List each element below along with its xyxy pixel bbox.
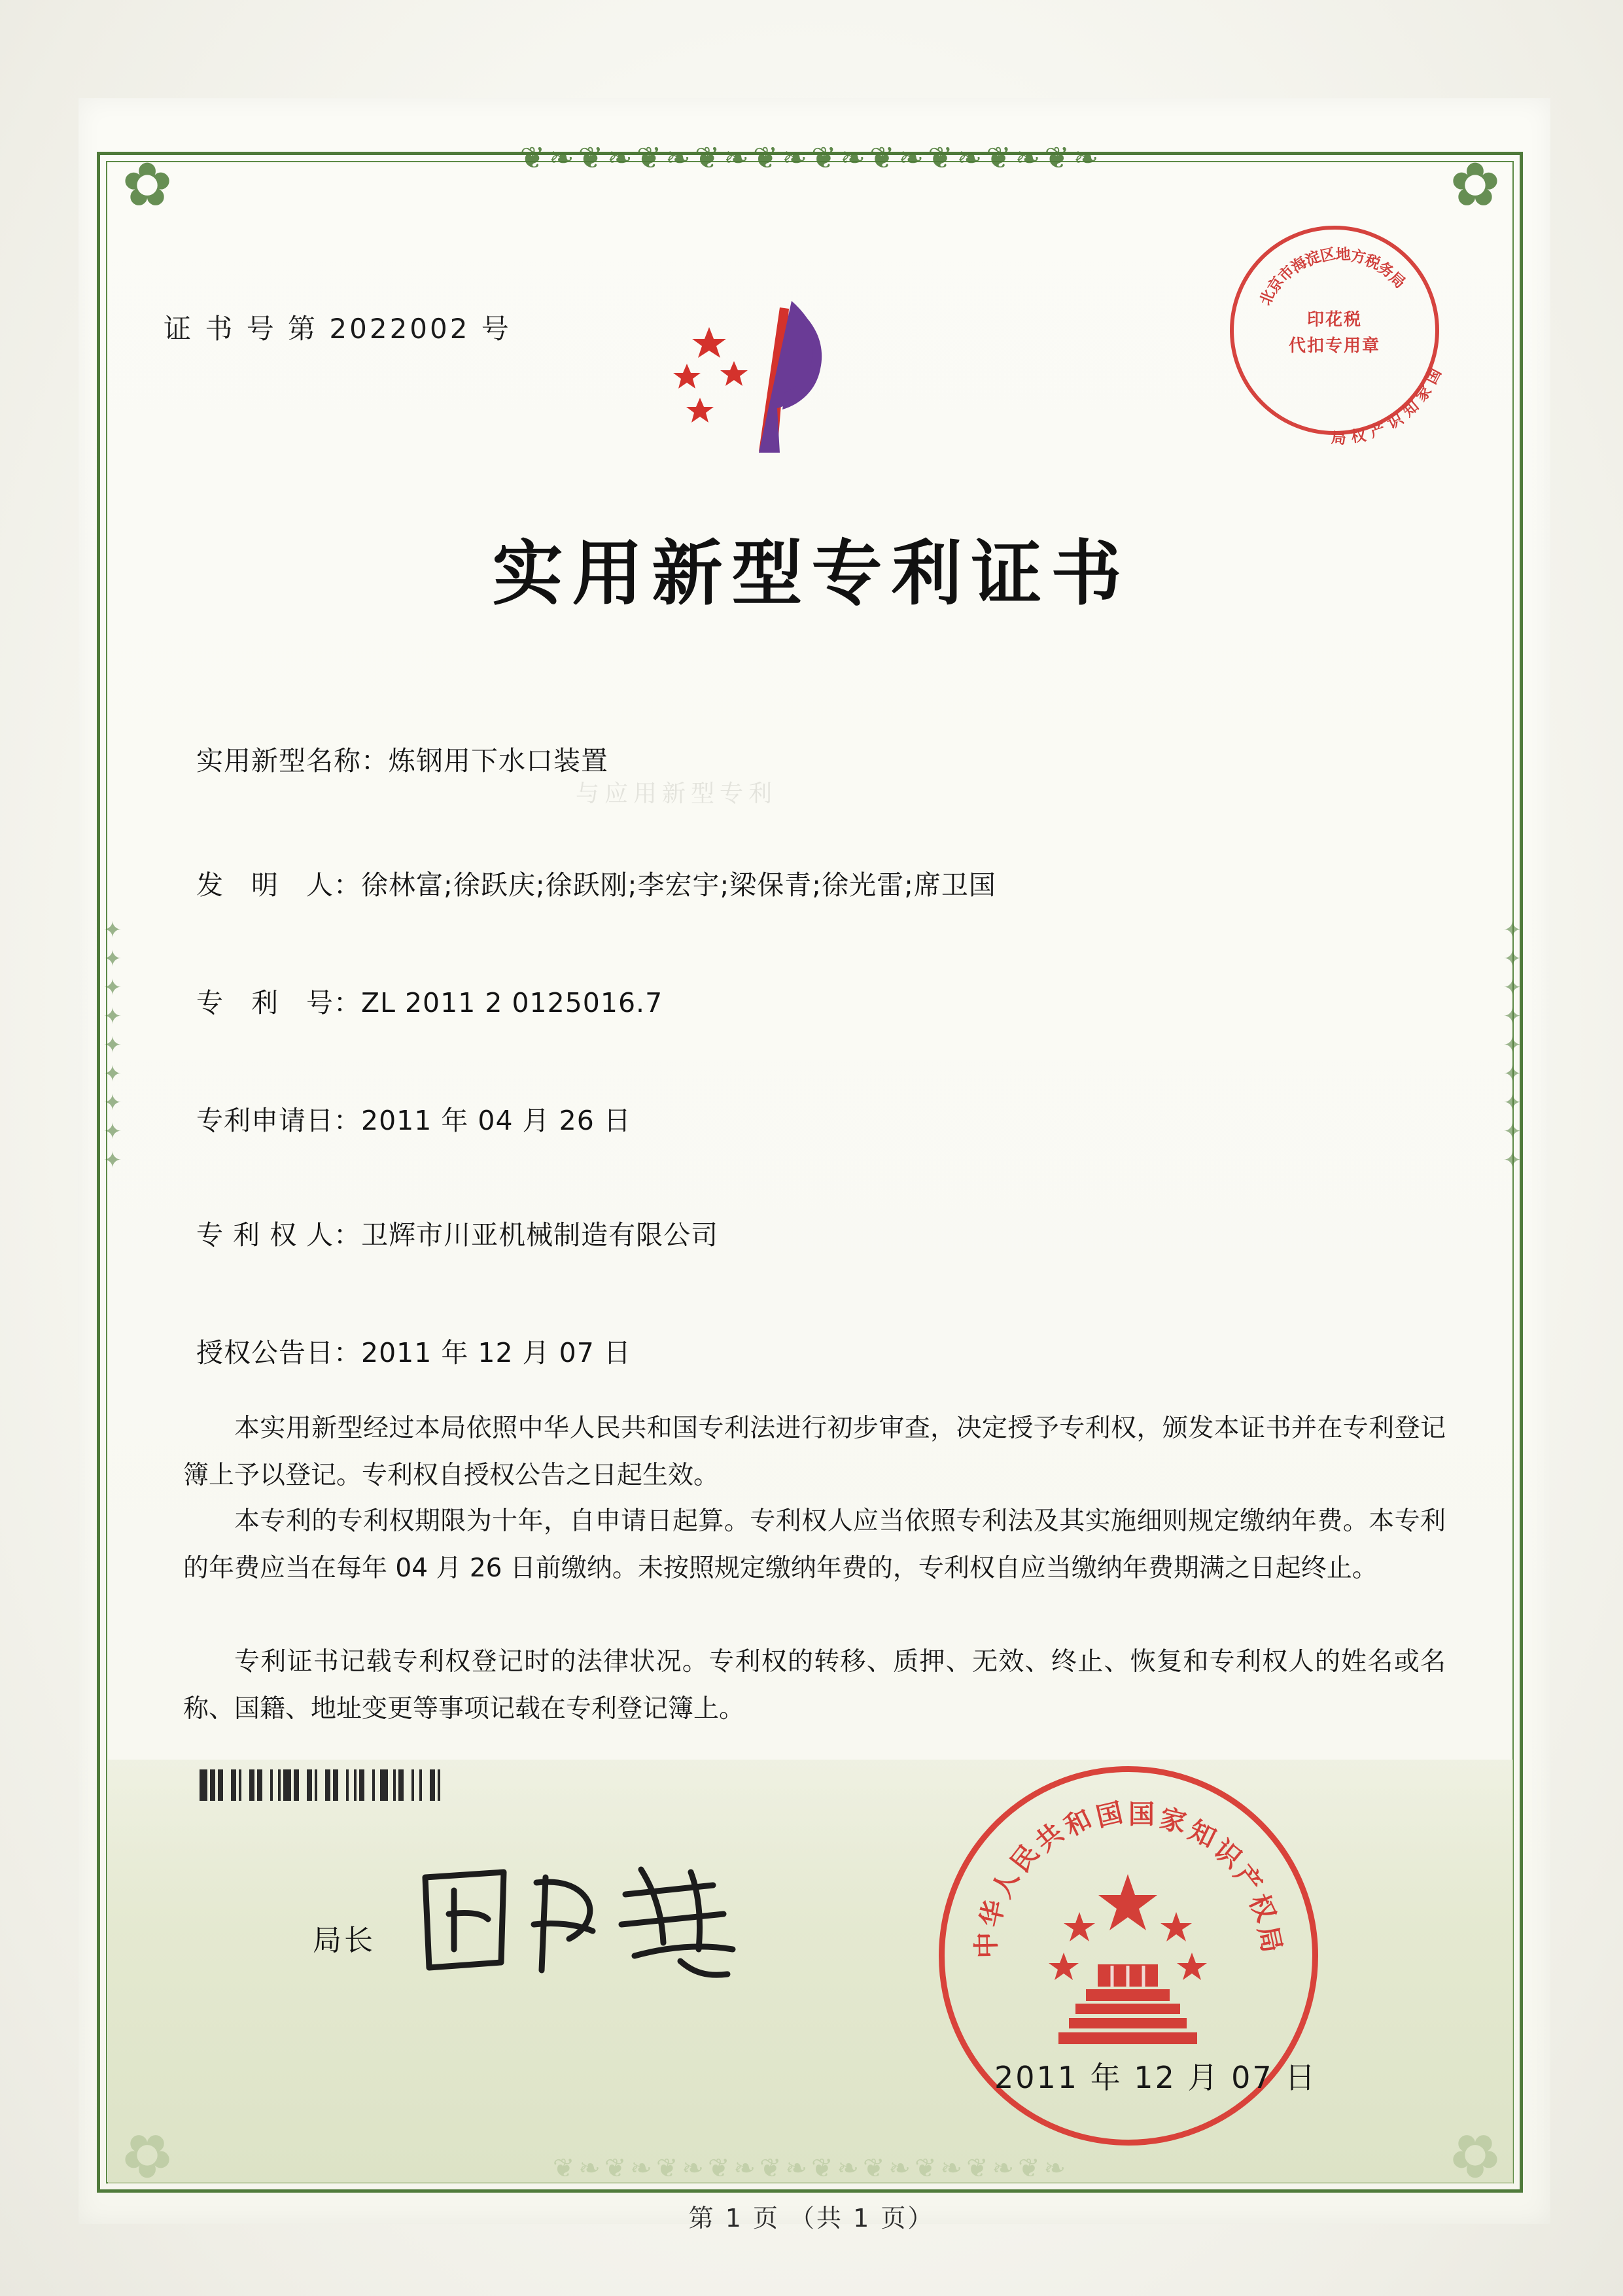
sipo-logo-icon (661, 281, 896, 471)
field-value-utility-model-name: 炼钢用下水口装置 (389, 745, 608, 776)
field-application-date (196, 1099, 1439, 1138)
top-flourish-ornament: ❦❧❦❧❦❧❦❧❦❧❦❧❦❧❦❧❦❧❦❧ (519, 140, 1103, 175)
side-flourish-left: ✦ ✦ ✦ ✦ ✦ ✦ ✦ ✦ ✦ (103, 917, 122, 1174)
director-signature (406, 1851, 772, 2002)
barcode-bar (231, 1769, 236, 1801)
corner-ornament-top-right: ✿ (1450, 150, 1501, 220)
barcode-bar (262, 1769, 270, 1801)
barcode-bar (380, 1769, 388, 1801)
barcode-bar (338, 1769, 346, 1801)
barcode-bar (375, 1769, 380, 1801)
barcode-bar (333, 1769, 338, 1801)
barcode-bar (200, 1769, 207, 1801)
director-label: 局长 (313, 1924, 375, 1957)
barcode-bar (364, 1769, 372, 1801)
field-value-inventors: 徐林富;徐跃庆;徐跃刚;李宏宇;梁保青;徐光雷;席卫国 (361, 869, 996, 901)
corner-ornament-top-left: ✿ (122, 150, 173, 220)
barcode-bar (257, 1769, 262, 1801)
field-value-patentee: 卫辉市川亚机械制造有限公司 (361, 1219, 719, 1251)
barcode-bar (218, 1769, 223, 1801)
barcode-bar (273, 1769, 278, 1801)
barcode-bar (422, 1769, 430, 1801)
barcode-bar (325, 1769, 330, 1801)
barcode-bar (241, 1769, 249, 1801)
page-title: 实用新型专利证书 (492, 533, 1131, 615)
field-grant-announcement-date (196, 1331, 1439, 1370)
field-value-grant-announcement-date: 2011 年 12 月 07 日 (361, 1337, 631, 1368)
barcode-bar (414, 1769, 419, 1801)
barcode-bar (398, 1769, 404, 1801)
barcode-bar (283, 1769, 291, 1801)
paragraph-1: 本实用新型经过本局依照中华人民共和国专利法进行初步审查，决定授予专利权，颁发本证书并在专利登记簿上予以登记。专利权自授权公告之日起生效。 (183, 1414, 1446, 1490)
national-emblem-icon (1030, 1864, 1226, 2060)
field-label-inventors: 发 明 人： (196, 869, 361, 901)
field-label-patentee: 专 利 权 人： (196, 1219, 362, 1251)
seal-date: 2011 年 12 月 07 日 (994, 2060, 1318, 2095)
tax-stamp-arc-text: 北 京 市 海 淀 区 地 方 税 务 局 国 家 知 识 产 权 局 (1257, 245, 1445, 448)
barcode-bar (299, 1769, 307, 1801)
barcode-bar (307, 1769, 312, 1801)
barcode-bar (210, 1769, 215, 1801)
barcode-bar (249, 1769, 254, 1801)
barcode-bar (294, 1769, 299, 1801)
barcode-bar (404, 1769, 411, 1801)
barcode-bar (430, 1769, 435, 1801)
barcode-bar (317, 1769, 325, 1801)
certificate-number: 证 书 号 第 2022002 号 (164, 313, 512, 345)
field-inventors (196, 863, 1439, 902)
tax-agency-stamp (1230, 226, 1445, 448)
tax-stamp-line2: 代扣专用章 (1288, 336, 1380, 356)
tax-stamp-line1: 印花税 (1306, 310, 1362, 330)
field-value-application-date: 2011 年 04 月 26 日 (361, 1105, 631, 1136)
barcode-bar (223, 1769, 231, 1801)
national-ip-office-seal: 中 华 人 民 共 和 国 国 家 知 识 产 权 局 (939, 1766, 1318, 2146)
barcode (200, 1769, 684, 1801)
barcode-bar (359, 1769, 364, 1801)
field-label-utility-model-name: 实用新型名称： (196, 745, 389, 776)
field-utility-model-name (196, 739, 1439, 778)
field-value-patent-number: ZL 2011 2 0125016.7 (361, 987, 663, 1018)
field-label-patent-number: 专 利 号： (196, 987, 361, 1018)
field-patentee (196, 1213, 1439, 1252)
tax-stamp-center-text (1234, 307, 1435, 359)
field-patent-number (196, 981, 1439, 1020)
paragraph-3: 专利证书记载专利权登记时的法律状况。专利权的转移、质押、无效、终止、恢复和专利权人的姓名或名称、国籍、地址变更等事项记载在专利登记簿上。 (183, 1647, 1446, 1724)
barcode-bar (388, 1769, 393, 1801)
page-footer: 第 1 页 （共 1 页） (688, 2204, 935, 2233)
barcode-bar (349, 1769, 354, 1801)
watermark-ghost-text: 与应用新型专利 (576, 780, 778, 807)
field-label-application-date: 专利申请日： (196, 1105, 361, 1136)
side-flourish-right: ✦ ✦ ✦ ✦ ✦ ✦ ✦ ✦ ✦ (1503, 917, 1522, 1174)
field-label-grant-announcement-date: 授权公告日： (196, 1337, 361, 1368)
barcode-bar (440, 1769, 448, 1801)
paragraph-2: 本专利的专利权期限为十年，自申请日起算。专利权人应当依照专利法及其实施细则规定缴纳年费。本专利的年费应当在每年 04 月 26 日前缴纳。未按照规定缴纳年费的，专利权自应当缴纳年费期满之日起终止。 (183, 1506, 1446, 1583)
